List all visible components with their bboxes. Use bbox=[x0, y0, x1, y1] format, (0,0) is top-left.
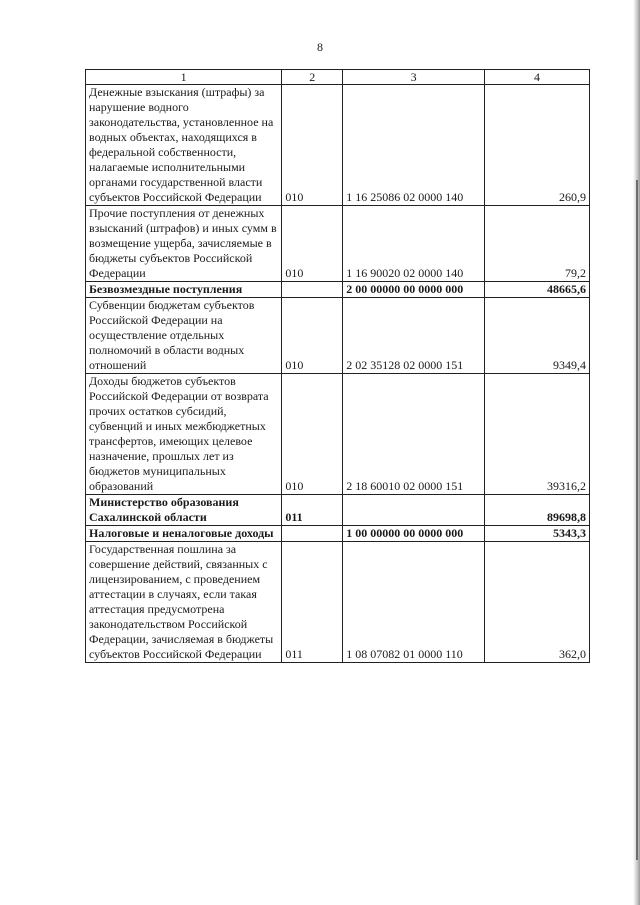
row-name: Министерство образования Сахалинской области bbox=[86, 495, 282, 526]
row-admin-code bbox=[282, 282, 343, 298]
table-row bbox=[86, 206, 590, 282]
row-admin-code bbox=[282, 526, 343, 542]
row-budget-code: 1 16 25086 02 0000 140 bbox=[343, 85, 485, 206]
row-budget-code: 2 00 00000 00 0000 000 bbox=[343, 282, 485, 298]
column-header-4: 4 bbox=[484, 70, 589, 85]
row-amount: 39316,2 bbox=[484, 374, 589, 495]
row-amount: 79,2 bbox=[484, 206, 589, 282]
row-admin-code: 011 bbox=[282, 542, 343, 663]
header-row bbox=[86, 70, 590, 85]
table-row bbox=[86, 542, 590, 663]
row-budget-code bbox=[343, 495, 485, 526]
column-header-2: 2 bbox=[282, 70, 343, 85]
row-budget-code: 1 00 00000 00 0000 000 bbox=[343, 526, 485, 542]
row-budget-code: 2 18 60010 02 0000 151 bbox=[343, 374, 485, 495]
table-row-section bbox=[86, 526, 590, 542]
budget-table bbox=[85, 69, 590, 663]
row-name: Государственная пошлина за совершение действий, связанных с лицензированием, с проведением аттестации в случаях, если такая аттестация предусмотрена законодательством Российской Федерации, зачисляемая в бюджеты субъектов Российской Федерации bbox=[86, 542, 282, 663]
row-name: Субвенции бюджетам субъектов Российской Федерации на осуществление отдельных полномочий в области водных отношений bbox=[86, 298, 282, 374]
row-name: Прочие поступления от денежных взысканий (штрафов) и иных сумм в возмещение ущерба, зачисляемые в бюджеты субъектов Российской Федерации bbox=[86, 206, 282, 282]
row-admin-code: 010 bbox=[282, 85, 343, 206]
row-amount: 48665,6 bbox=[484, 282, 589, 298]
scan-edge-line bbox=[636, 180, 638, 860]
row-name: Безвозмездные поступления bbox=[86, 282, 282, 298]
row-admin-code: 010 bbox=[282, 298, 343, 374]
row-name: Денежные взыскания (штрафы) за нарушение водного законодательства, установленное на водных объектах, находящихся в федеральной собственности, налагаемые исполнительными органами государственной власти субъектов Российской Федерации bbox=[86, 85, 282, 206]
table-row bbox=[86, 298, 590, 374]
row-budget-code: 2 02 35128 02 0000 151 bbox=[343, 298, 485, 374]
table-row-ministry bbox=[86, 495, 590, 526]
row-amount: 362,0 bbox=[484, 542, 589, 663]
page-number: 8 bbox=[317, 40, 323, 54]
row-name: Налоговые и неналоговые доходы bbox=[86, 526, 282, 542]
row-amount: 260,9 bbox=[484, 85, 589, 206]
row-amount: 9349,4 bbox=[484, 298, 589, 374]
row-amount: 5343,3 bbox=[484, 526, 589, 542]
column-header-1: 1 bbox=[86, 70, 282, 85]
row-admin-code: 010 bbox=[282, 206, 343, 282]
row-budget-code: 1 16 90020 02 0000 140 bbox=[343, 206, 485, 282]
row-admin-code: 011 bbox=[282, 495, 343, 526]
row-admin-code: 010 bbox=[282, 374, 343, 495]
row-budget-code: 1 08 07082 01 0000 110 bbox=[343, 542, 485, 663]
table-row bbox=[86, 374, 590, 495]
table-row bbox=[86, 85, 590, 206]
column-header-3: 3 bbox=[343, 70, 485, 85]
row-name: Доходы бюджетов субъектов Российской Федерации от возврата прочих остатков субсидий, субвенций и иных межбюджетных трансфертов, имеющих целевое назначение, прошлых лет из бюджетов муниципальных образований bbox=[86, 374, 282, 495]
row-amount: 89698,8 bbox=[484, 495, 589, 526]
table-row-section bbox=[86, 282, 590, 298]
